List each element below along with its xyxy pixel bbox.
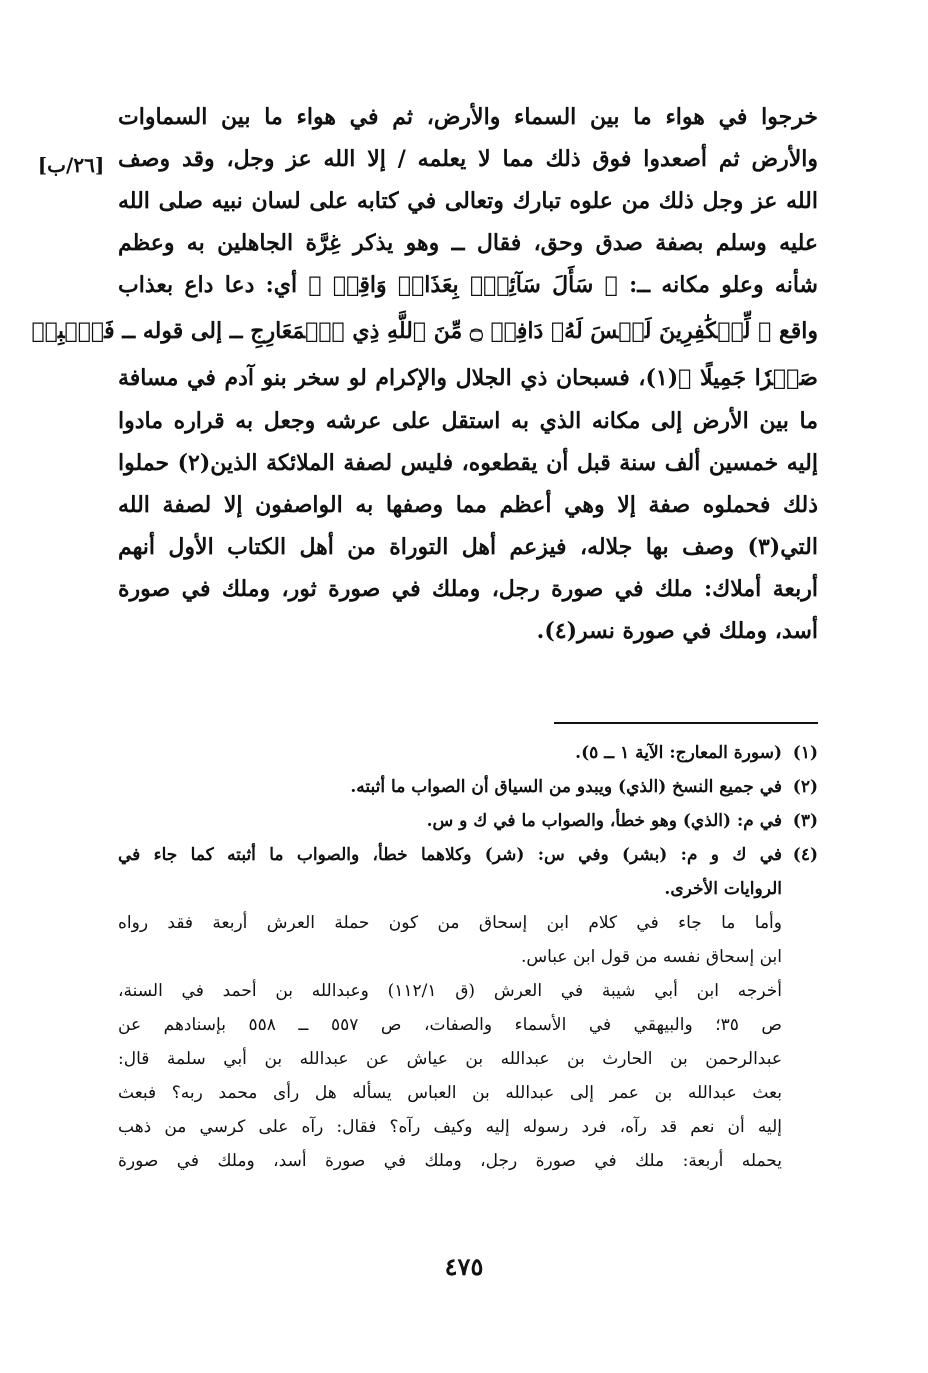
footnote-text: يحمله أربعة: ملك في صورة رجل، وملك في صورة أسد، وملك في صورة xyxy=(118,1151,782,1171)
main-text-line: شأنه وعلو مكانه ــ: ﴿ سَأَلَ سَآئِلُۢ بِعَذَابٖ وَاقِعٖ ﴾ أي: دعا داع بعذاب xyxy=(118,272,818,298)
footnote-body xyxy=(118,736,782,770)
footnote-text: أخرجه ابن أبي شيبة في العرش (ق ١١٢/١) وعبدالله بن أحمد في السنة، xyxy=(118,981,782,1001)
main-text-line: أسد، وملك في صورة نسر(٤). xyxy=(536,618,818,644)
footnote-text: في م: (الذي) وهو خطأ، والصواب ما في ك و س. xyxy=(426,811,782,831)
footnote-number: (١) xyxy=(792,743,818,763)
footnotes-block xyxy=(118,736,818,1178)
footnote-body xyxy=(118,770,782,804)
footnote-number: (٤) xyxy=(792,845,818,865)
footnote-number: (٢) xyxy=(792,777,818,797)
footnote-2 xyxy=(118,770,818,804)
main-text-line: التي(٣) وصف بها جلاله، فيزعم أهل التوراة من أهل الكتاب الأول أنهم xyxy=(118,534,818,560)
footnote-text: (سورة المعارج: الآية ١ ــ ٥). xyxy=(575,743,782,763)
footnote-body xyxy=(118,838,782,1178)
footnote-text: في جميع النسخ (الذي) ويبدو من السياق أن الصواب ما أثبته. xyxy=(350,777,782,797)
footnote-1 xyxy=(118,736,818,770)
footnote-separator xyxy=(554,722,818,724)
footnote-text: إليه أن نعم قد رآه، فرد رسوله إليه وكيف رآه؟ فقال: رآه على كرسي من ذهب xyxy=(118,1117,782,1137)
footnote-body xyxy=(118,804,782,838)
footnote-text: وأما ما جاء في كلام ابن إسحاق من كون حملة العرش أربعة فقد رواه xyxy=(118,913,782,933)
main-text-line: أربعة أملاك: ملك في صورة رجل، وملك في صورة ثور، وملك في صورة xyxy=(118,576,818,602)
footnote-4 xyxy=(118,838,818,1178)
margin-folio-reference: [٢٦/ب] xyxy=(37,153,105,177)
footnote-text: الروايات الأخرى. xyxy=(664,879,782,899)
main-text-line: ذلك فحملوه صفة إلا وهي أعظم مما وصفها به الواصفون إلا لصفة الله xyxy=(118,492,818,518)
footnote-text: بعث عبدالله بن عمر إلى عبدالله بن العباس يسأله هل رأى محمد ربه؟ فبعث xyxy=(118,1083,782,1103)
footnote-text: عبدالرحمن بن الحارث بن عبدالله بن عياش عن عبدالله بن أبي سلمة قال: xyxy=(118,1049,782,1069)
main-text-line: الله عز وجل ذلك من علوه تبارك وتعالى في كتابه على لسان نبيه صلى الله xyxy=(118,188,818,214)
main-text-line: عليه وسلم بصفة صدق وحق، فقال ــ وهو يذكر غِرَّة الجاهلين به وعظم xyxy=(118,230,818,256)
footnote-text: ابن إسحاق نفسه من قول ابن عباس. xyxy=(520,947,782,967)
footnote-number: (٣) xyxy=(792,811,818,831)
main-text-line: خرجوا في هواء ما بين السماء والأرض، ثم في هواء ما بين السماوات xyxy=(118,104,818,130)
page-number: ٤٧٥ xyxy=(444,1252,484,1281)
footnote-3 xyxy=(118,804,818,838)
main-text-line: إليه خمسين ألف سنة قبل أن يقطعوه، فليس لصفة الملائكة الذين(٢) حملوا xyxy=(118,450,818,476)
main-text-line: والأرض ثم أصعدوا فوق ذلك مما لا يعلمه / إلا الله عز وجل، وقد وصف xyxy=(118,146,818,172)
footnote-text: في ك و م: (بشر) وفي س: (شر) وكلاهما خطأ، والصواب ما أثبته كما جاء في xyxy=(118,845,782,865)
main-text-line: ما بين الأرض إلى مكانه الذي به استقل على عرشه وجعل به قراره مادوا xyxy=(118,408,818,434)
main-text-line: واقع ﴿ لِّلۡكَٰفِرِينَ لَيۡسَ لَهُۥ دَافِعٞ ۝ مِّنَ ٱللَّهِ ذِي ٱلۡمَعَارِجِ ــ إلى قوله ــ فَٱصۡبِرۡ xyxy=(31,318,818,344)
footnote-text: ص ٣٥؛ والبيهقي في الأسماء والصفات، ص ٥٥٧ ــ ٥٥٨ بإسنادهم عن xyxy=(118,1015,782,1035)
main-text-line: صَبۡرٗا جَمِيلًا ﴾(١)، فسبحان ذي الجلال والإكرام لو سخر بنو آدم في مسافة xyxy=(118,365,818,391)
